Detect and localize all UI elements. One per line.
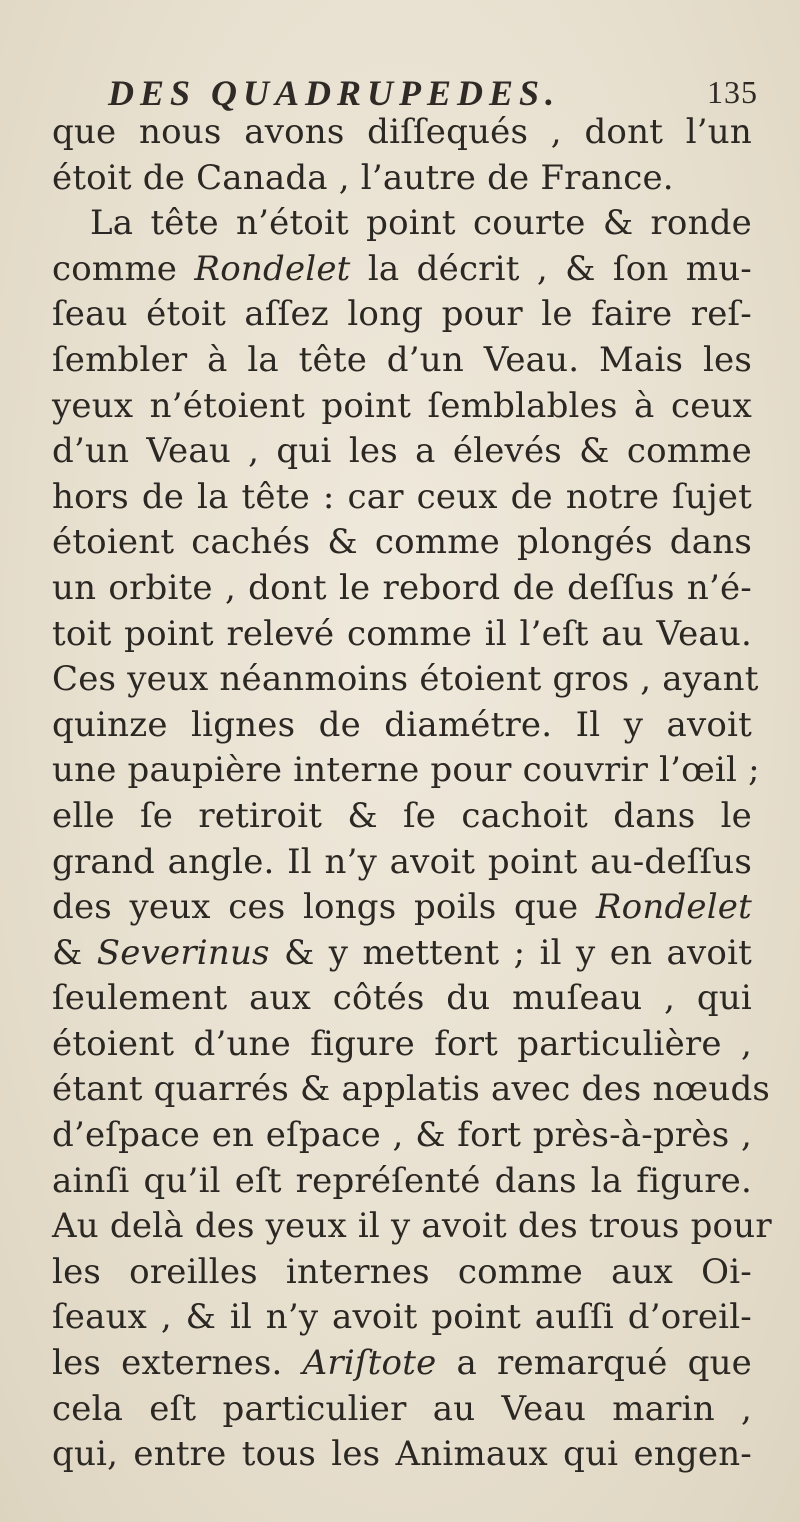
line-text: étoient d’une figure fort particulière ,: [52, 1023, 752, 1064]
line-text: qui, entre tous les Animaux qui engen-: [52, 1434, 752, 1475]
running-title: DES QUADRUPEDES.: [108, 73, 561, 113]
line-text: yeux n’étoient point ſemblables à ceux: [52, 385, 752, 426]
line-text: étoit de Canada , l’autre de France.: [52, 157, 674, 198]
italic-name: Rondelet: [194, 248, 351, 289]
text-line: [52, 429, 752, 475]
line-text: d’un Veau , qui les a élevés & comme: [52, 431, 752, 472]
text-line: [52, 794, 752, 840]
text-line: [52, 338, 752, 384]
text-line: [52, 1295, 752, 1341]
italic-name: Ariſtote: [302, 1343, 437, 1384]
line-text: ſeulement aux côtés du muſeau , qui: [52, 978, 752, 1019]
text-line: [52, 657, 759, 703]
line-text: Au delà des yeux il y avoit des trous pour: [52, 1206, 772, 1247]
line-text: une paupière interne pour couvrir l’œil ;: [52, 750, 760, 791]
line-text: elle ſe retiroit & ſe cachoit dans le: [52, 795, 752, 836]
line-text: toit point relevé comme il l’eſt au Veau.: [52, 613, 752, 654]
page-number: 135: [707, 74, 758, 110]
line-text: comme: [52, 248, 195, 289]
text-line: [52, 247, 752, 293]
text-line: [52, 840, 752, 886]
line-text: quinze lignes de diamétre. Il y avoit: [52, 704, 752, 745]
text-line: [52, 885, 752, 931]
line-text: & y mettent ; il y en avoit: [269, 932, 752, 973]
line-text: que nous avons diſſequés , dont l’un: [52, 112, 752, 152]
line-text: &: [52, 932, 97, 973]
text-line: [52, 1159, 752, 1205]
text-line: [52, 976, 752, 1022]
text-line: [52, 1113, 752, 1159]
text-line: [52, 1067, 771, 1113]
italic-name: Rondelet: [595, 887, 752, 928]
line-text: les externes.: [52, 1343, 303, 1384]
line-text: étant quarrés & applatis avec des nœuds: [52, 1069, 771, 1110]
text-line: [52, 156, 752, 202]
text-line: [52, 931, 752, 977]
text-line: [52, 566, 752, 612]
text-line: [52, 748, 760, 794]
text-line: [52, 475, 752, 521]
line-text: les oreilles internes comme aux Oi-: [52, 1251, 752, 1292]
line-text: hors de la tête : car ceux de notre ſujet: [52, 476, 752, 517]
text-line: [52, 1432, 752, 1478]
text-line: [52, 1341, 752, 1387]
line-text: des yeux ces longs poils que: [52, 887, 596, 928]
line-text: ainſi qu’il eſt repréſenté dans la figure.: [52, 1160, 752, 1201]
line-text: d’eſpace en eſpace , & fort près-à-près ,: [52, 1115, 752, 1156]
text-line: [52, 703, 752, 749]
line-text: étoient cachés & comme plongés dans: [52, 522, 752, 563]
line-text: la décrit , & ſon mu-: [350, 248, 752, 289]
text-line: [52, 520, 752, 566]
text-line: [52, 1022, 752, 1068]
line-text: ſeau étoit aſſez long pour le faire reſ-: [52, 294, 752, 335]
line-text: ſembler à la tête d’un Veau. Mais les: [52, 339, 752, 380]
body-text: [52, 110, 772, 1478]
text-line: [52, 1387, 752, 1433]
line-text: grand angle. Il n’y avoit point au-deſſus: [52, 841, 752, 882]
text-line: [52, 110, 752, 156]
line-text: Ces yeux néanmoins étoient gros , ayant: [52, 659, 759, 700]
text-line: [52, 292, 752, 338]
line-text: ſeaux , & il n’y avoit point auſſi d’oreil-: [52, 1297, 752, 1338]
text-line: [52, 612, 752, 658]
line-text: a remarqué que: [436, 1343, 753, 1384]
text-line: [52, 201, 752, 247]
text-line: [52, 1204, 772, 1250]
line-text: La tête n’étoit point courte & ronde: [90, 203, 752, 244]
line-text: un orbite , dont le rebord de deſſus n’é-: [52, 567, 752, 608]
line-text: cela eſt particulier au Veau marin ,: [52, 1388, 752, 1429]
text-line: [52, 1250, 752, 1296]
text-line: [52, 384, 752, 430]
italic-name: Severinus: [96, 932, 270, 973]
